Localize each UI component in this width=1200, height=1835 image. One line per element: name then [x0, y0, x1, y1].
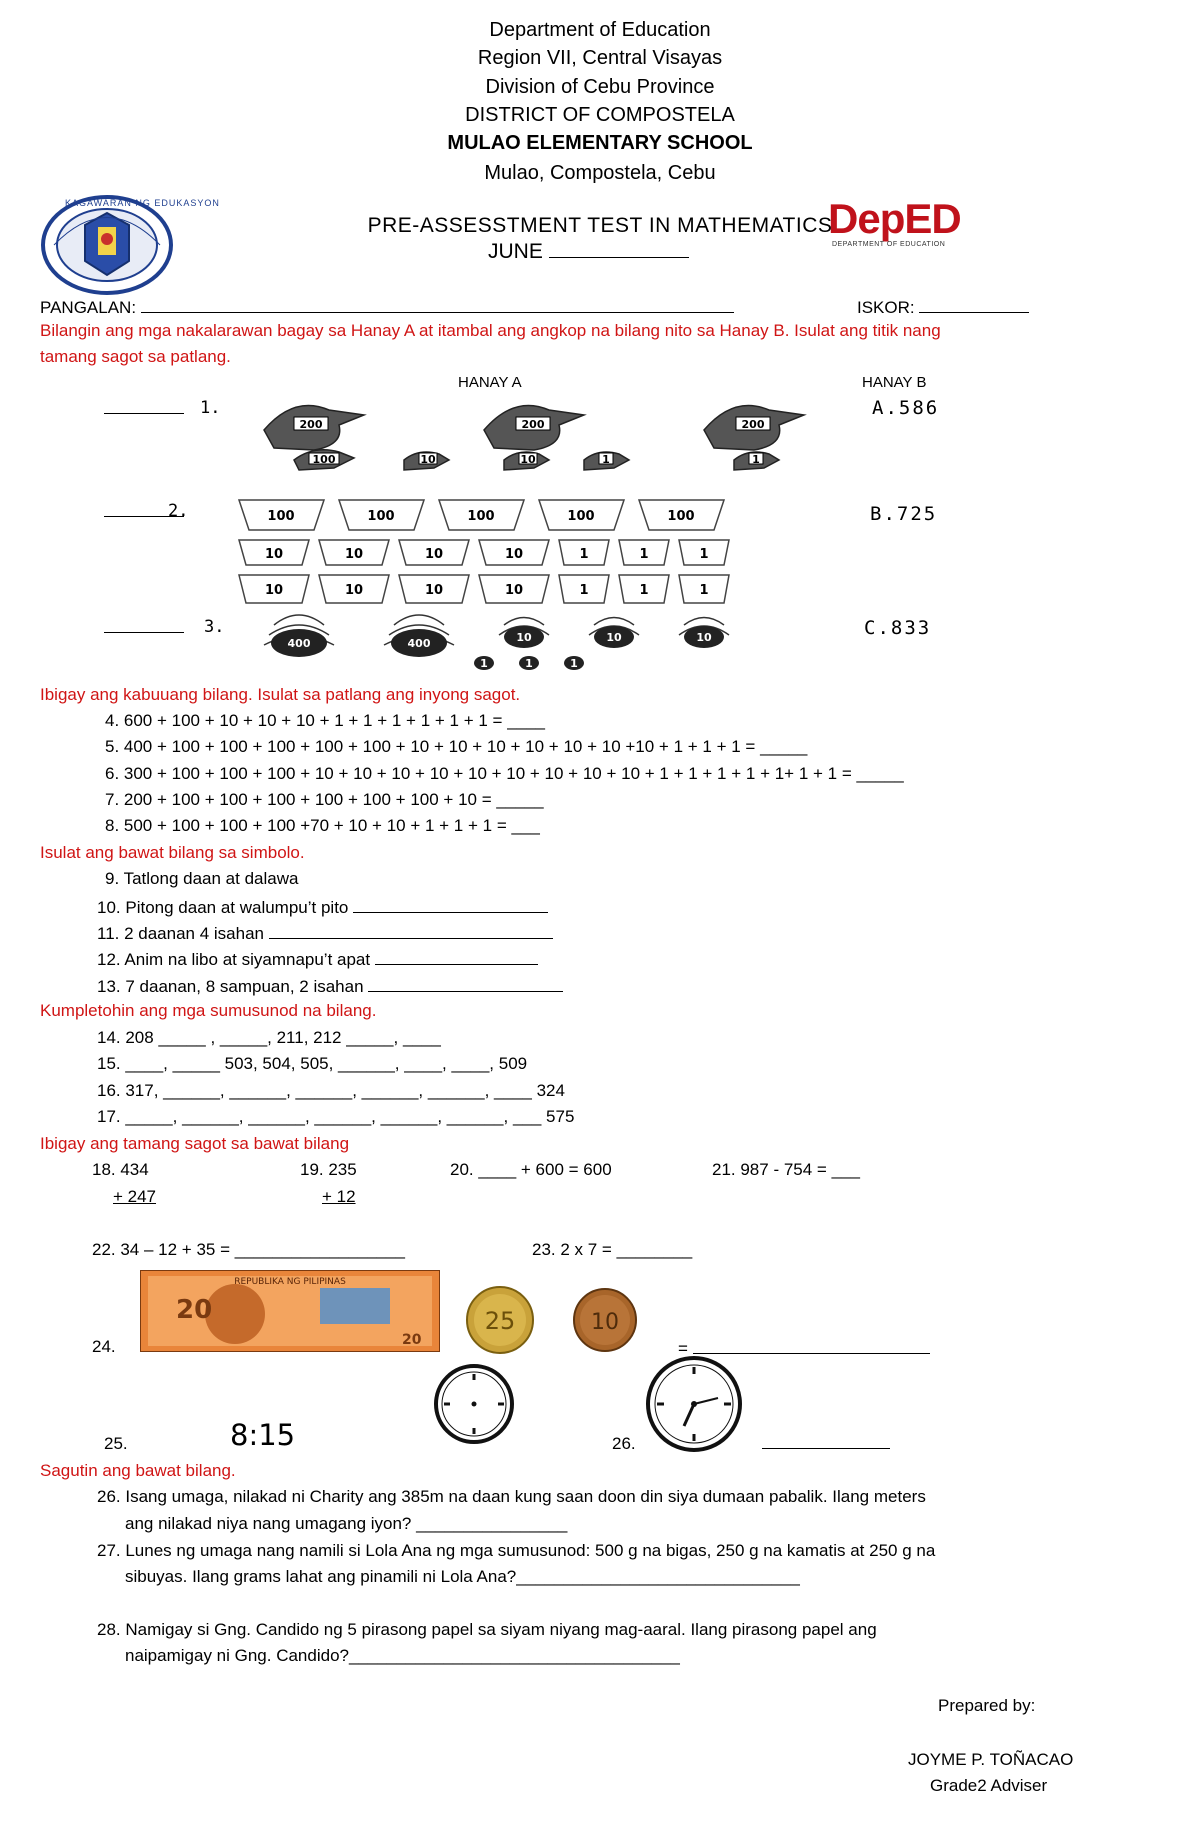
equals-sign: = [678, 1339, 688, 1358]
score-label: ISKOR: [857, 298, 915, 317]
bird-flag-200: 200 [521, 418, 545, 431]
bill-title: REPUBLIKA NG PILIPINAS [234, 1277, 346, 1287]
match-number-3: 3. [204, 617, 225, 637]
problem-26-line1: 26. Isang umaga, nilakad ni Charity ang 385m na daan kung saan doon din siya dumaan pabalik. Ilang meters [97, 1487, 926, 1506]
header-division: Division of Cebu Province [485, 76, 715, 98]
month-label: JUNE [488, 240, 543, 263]
hanay-a-label: HANAY A [458, 374, 522, 391]
instruction-complete: Kumpletohin ang mga sumusunod na bilang. [40, 1001, 377, 1020]
cup-1: 1 [579, 583, 589, 598]
seal-text: KAGAWARAN NG EDUKASYON [65, 198, 220, 208]
clock-icon [644, 1354, 744, 1454]
question-19-top: 19. 235 [300, 1160, 357, 1179]
spider-1: 1 [480, 657, 488, 670]
score-row [857, 296, 1029, 318]
spider-10: 10 [606, 631, 622, 644]
question-20: 20. ____ + 600 = 600 [450, 1160, 612, 1179]
teacher-name: JOYME P. TOÑACAO [908, 1750, 1074, 1769]
problem-26-line2: ang nilakad niya nang umagang iyon? ________________ [125, 1514, 568, 1533]
choice-c: C.833 [864, 617, 932, 639]
question-5: 5. 400 + 100 + 100 + 100 + 100 + 100 + 10 + 10 + 10 + 10 + 10 + 10 +10 + 1 + 1 + 1 = _____ [105, 737, 808, 756]
cup-1: 1 [639, 547, 649, 562]
question-11: 11. 2 daanan 4 isahan [97, 924, 264, 943]
spider-1: 1 [570, 657, 578, 670]
question-12-row [97, 948, 538, 970]
question-14: 14. 208 _____ , _____, 211, 212 _____, ____ [97, 1028, 441, 1047]
problem-27-line1: 27. Lunes ng umaga nang namili si Lola Ana ng mga sumusunod: 500 g na bigas, 250 g na kamatis at 250 g na [97, 1541, 936, 1560]
match-blank-2[interactable] [104, 506, 184, 517]
header-department: Department of Education [489, 19, 711, 41]
question-23: 23. 2 x 7 = ________ [532, 1240, 693, 1259]
spider-icon [254, 605, 914, 673]
name-row [40, 296, 734, 318]
bird-flag-1: 1 [752, 453, 760, 466]
header-region: Region VII, Central Visayas [477, 47, 723, 69]
answer-clock[interactable] [762, 1432, 890, 1449]
match-blank-3[interactable] [104, 622, 184, 633]
question-12: 12. Anim na libo at siyamnapu’t apat [97, 950, 371, 969]
question-7: 7. 200 + 100 + 100 + 100 + 100 + 100 + 100 + 10 = _____ [105, 790, 544, 809]
question-13: 13. 7 daanan, 8 sampuan, 2 isahan [97, 977, 364, 996]
answer-11[interactable] [269, 922, 553, 939]
bird-flag-100: 100 [312, 453, 336, 466]
question-19-bottom: + 12 [322, 1187, 356, 1206]
instruction-answer: Ibigay ang tamang sagot sa bawat bilang [40, 1134, 350, 1153]
problem-28-line1: 28. Namigay si Gng. Candido ng 5 pirasong papel sa siyam niyang mag-aaral. Ilang pirasong papel ang [97, 1620, 877, 1639]
answer-12[interactable] [375, 948, 538, 965]
deped-logo-sub: DEPARTMENT OF EDUCATION [832, 241, 946, 248]
cup-10: 10 [344, 583, 364, 598]
question-26-clock: 26. [612, 1434, 636, 1453]
hanay-b-label: HANAY B [862, 374, 927, 391]
clock-icon [432, 1362, 516, 1446]
cup-10: 10 [504, 547, 524, 562]
bird-flag-10: 10 [520, 453, 536, 466]
answer-24[interactable] [693, 1337, 930, 1354]
question-13-row [97, 975, 563, 997]
cup-icon [234, 495, 834, 620]
instruction-matching: Bilangin ang mga nakalarawan bagay sa Hanay A at itambal ang angkop na bilang nito sa Hanay B. Isulat ang titik nang [40, 321, 941, 340]
question-11-row [97, 922, 553, 944]
instruction-sum: Ibigay ang kabuuang bilang. Isulat sa patlang ang inyong sagot. [40, 685, 521, 704]
match-number-2: 2. [168, 501, 189, 521]
question-24: 24. [92, 1337, 116, 1356]
matching-picture [104, 397, 1024, 670]
question-10-row [97, 896, 548, 918]
cup-100: 100 [367, 509, 395, 524]
question-9: 9. Tatlong daan at dalawa [105, 869, 299, 888]
cup-10: 10 [344, 547, 364, 562]
instruction-word-problems: Sagutin ang bawat bilang. [40, 1461, 236, 1480]
question-21: 21. 987 - 754 = ___ [712, 1160, 860, 1179]
cup-10: 10 [264, 583, 284, 598]
cup-1: 1 [639, 583, 649, 598]
question-8: 8. 500 + 100 + 100 + 100 +70 + 10 + 10 + 1 + 1 + 1 = ___ [105, 816, 540, 835]
month-blank[interactable] [549, 241, 689, 258]
header-district: DISTRICT OF COMPOSTELA [465, 104, 735, 126]
spider-400: 400 [407, 637, 431, 650]
question-16: 16. 317, ______, ______, ______, ______, ______, ____ 324 [97, 1081, 565, 1100]
teacher-role: Grade2 Adviser [930, 1776, 1048, 1795]
question-18-top: 18. 434 [92, 1160, 149, 1179]
question-4: 4. 600 + 100 + 10 + 10 + 10 + 1 + 1 + 1 + 1 + 1 + 1 = ____ [105, 711, 546, 730]
choice-b: B.725 [870, 503, 938, 525]
spider-10: 10 [696, 631, 712, 644]
question-22: 22. 34 – 12 + 35 = __________________ [92, 1240, 405, 1259]
cup-100: 100 [467, 509, 495, 524]
bird-icon [254, 390, 974, 480]
spider-400: 400 [287, 637, 311, 650]
question-18-bottom: + 247 [113, 1187, 157, 1206]
coin-icon [465, 1285, 535, 1355]
cup-100: 100 [567, 509, 595, 524]
cup-100: 100 [267, 509, 295, 524]
coin-icon [572, 1287, 638, 1353]
deped-logo-text: DepED [828, 195, 961, 242]
prepared-by: Prepared by: [938, 1696, 1036, 1715]
answer-13[interactable] [368, 975, 563, 992]
bill-value: 20 [176, 1295, 213, 1325]
answer-10[interactable] [353, 896, 548, 913]
cup-1: 1 [579, 547, 589, 562]
test-title: PRE-ASSESSTMENT TEST IN MATHEMATICS [367, 214, 833, 237]
question-17: 17. _____, ______, ______, ______, ______, ______, ___ 575 [97, 1107, 575, 1126]
school-address: Mulao, Compostela, Cebu [484, 162, 716, 184]
match-number-1: 1. [200, 398, 221, 418]
score-field[interactable] [919, 296, 1029, 313]
cup-10: 10 [504, 583, 524, 598]
cup-10: 10 [424, 583, 444, 598]
cup-1: 1 [699, 547, 709, 562]
month-line [488, 240, 689, 264]
cup-100: 100 [667, 509, 695, 524]
coin-10-value: 10 [591, 1310, 619, 1335]
spider-10: 10 [516, 631, 532, 644]
cup-1: 1 [699, 583, 709, 598]
instruction-matching-2: tamang sagot sa patlang. [40, 347, 231, 366]
bird-flag-200: 200 [299, 418, 323, 431]
cup-10: 10 [424, 547, 444, 562]
time-display: 8:15 [230, 1418, 296, 1452]
question-10: 10. Pitong daan at walumpu’t pito [97, 898, 349, 917]
name-label: PANGALAN: [40, 298, 137, 317]
question-6: 6. 300 + 100 + 100 + 100 + 10 + 10 + 10 + 10 + 10 + 10 + 10 + 10 + 10 + 1 + 1 + 1 + 1 + 1+ 1 + 1 = _____ [105, 764, 904, 783]
choice-a: A.586 [872, 397, 940, 419]
name-field[interactable] [141, 296, 734, 313]
question-15: 15. ____, _____ 503, 504, 505, ______, ____, ____, 509 [97, 1054, 528, 1073]
bird-flag-1: 1 [602, 453, 610, 466]
bill-value-small: 20 [402, 1332, 422, 1348]
problem-27-line2: sibuyas. Ilang grams lahat ang pinamili ni Lola Ana?______________________________ [125, 1567, 800, 1586]
bird-flag-10: 10 [420, 453, 436, 466]
cup-10: 10 [264, 547, 284, 562]
banknote-icon [140, 1270, 440, 1352]
spider-1: 1 [525, 657, 533, 670]
match-blank-1[interactable] [104, 403, 184, 414]
question-25: 25. [104, 1434, 128, 1453]
bird-flag-200: 200 [741, 418, 765, 431]
deped-seal-icon [40, 195, 175, 295]
problem-28-line2: naipamigay ni Gng. Candido?___________________________________ [125, 1646, 680, 1665]
coin-25-value: 25 [484, 1307, 516, 1335]
school-name: MULAO ELEMENTARY SCHOOL [447, 132, 753, 154]
instruction-symbols: Isulat ang bawat bilang sa simbolo. [40, 843, 305, 862]
